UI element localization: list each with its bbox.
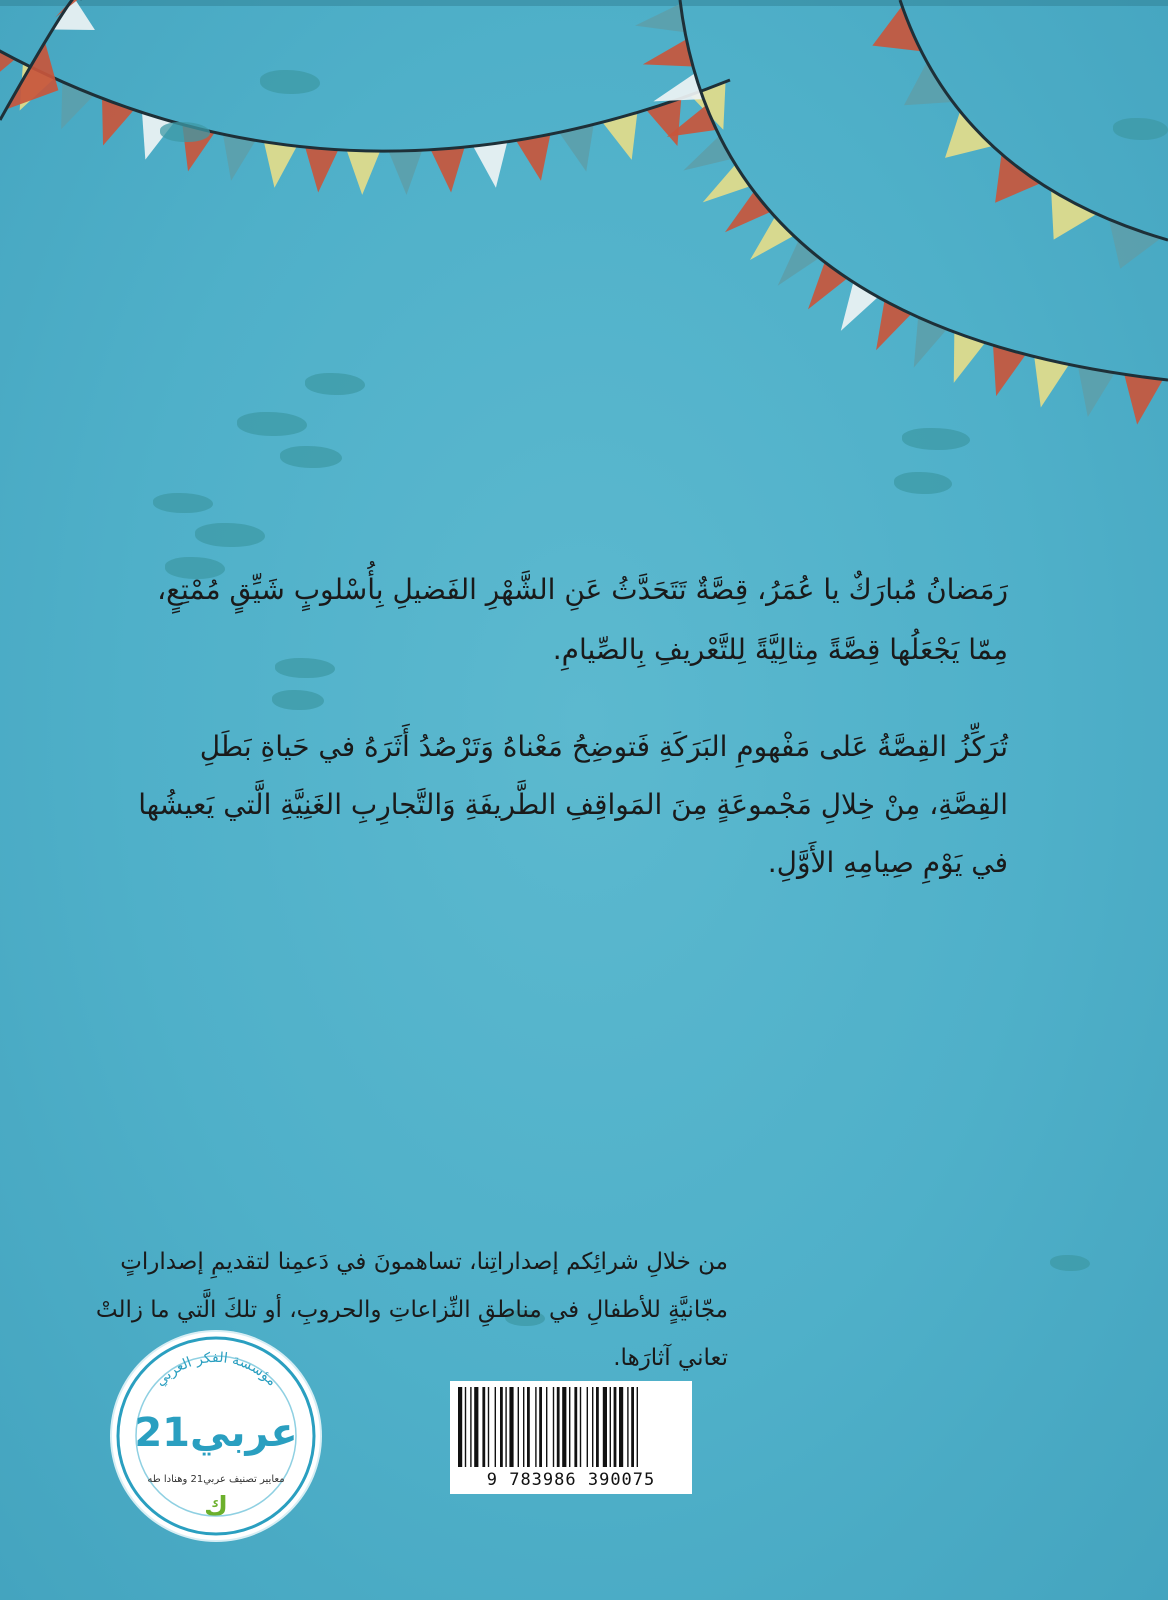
brush-stroke bbox=[1113, 118, 1168, 140]
bunting-flag bbox=[1109, 219, 1161, 268]
bunting-flag bbox=[389, 150, 423, 195]
bunting-flag bbox=[725, 192, 771, 233]
logo-ring-text: مؤسسة الفكر العربي bbox=[152, 1349, 280, 1390]
bunting-flag bbox=[872, 6, 921, 51]
bunting-flag bbox=[643, 39, 693, 66]
brush-stroke bbox=[195, 523, 265, 547]
bunting-flag bbox=[53, 0, 95, 30]
barcode-bar bbox=[458, 1387, 462, 1467]
barcode-bars bbox=[450, 1383, 692, 1471]
bunting-flag bbox=[683, 136, 732, 171]
barcode-bar bbox=[518, 1387, 519, 1467]
barcode-bar bbox=[587, 1387, 588, 1467]
brush-stroke bbox=[260, 70, 320, 94]
bunting-flag bbox=[635, 4, 685, 33]
description-paragraph-1: رَمَضانُ مُبارَكٌ يا عُمَرُ، قِصَّةٌ تَتَحَدَّثُ عَنِ الشَّهْرِ الفَضيلِ بِأُسْلوبٍ شَيِّقٍ مُمْتِعٍ، مِمّا يَجْعَلُها قِصَّةً مِثالِيَّةً لِلتَّعْريفِ بِالصِّيامِ. bbox=[157, 573, 1008, 666]
bunting-flag bbox=[914, 317, 947, 367]
bunting-flag bbox=[1051, 190, 1097, 240]
bunting-flag bbox=[703, 165, 750, 203]
barcode-bar bbox=[535, 1387, 536, 1467]
barcode-bar bbox=[619, 1387, 623, 1467]
brush-stroke bbox=[272, 690, 324, 710]
barcode-bar bbox=[470, 1387, 471, 1467]
barcode-bar bbox=[562, 1387, 566, 1467]
barcode-bar bbox=[523, 1387, 524, 1467]
brush-stroke bbox=[894, 472, 952, 494]
bunting-flag bbox=[945, 111, 993, 158]
barcode-bar bbox=[488, 1387, 489, 1467]
bunting-flag bbox=[750, 217, 794, 260]
barcode-bar bbox=[614, 1387, 617, 1467]
bunting-flag bbox=[1078, 366, 1115, 417]
brush-stroke bbox=[305, 373, 365, 395]
logo-caption: معايير تصنيف عربي21 وهنادا طه bbox=[147, 1474, 285, 1485]
bunting-flag bbox=[516, 134, 550, 181]
barcode-bar bbox=[557, 1387, 560, 1467]
barcode-bar bbox=[527, 1387, 530, 1467]
bunting-flag bbox=[841, 282, 878, 331]
isbn-digits: 9 783986 390075 bbox=[486, 1470, 656, 1490]
barcode-bar bbox=[627, 1387, 628, 1467]
barcode-bar bbox=[631, 1387, 634, 1467]
bunting-flag bbox=[0, 42, 15, 89]
logo-mark: عربي21 bbox=[134, 1410, 298, 1456]
bunting-flag bbox=[473, 142, 507, 188]
barcode-bar bbox=[505, 1387, 506, 1467]
description-paragraph-2: تُرَكِّزُ القِصَّةُ عَلى مَفْهومِ البَرَكَةِ فَتوضِحُ مَعْناهُ وَتَرْصُدُ أَثَرَهُ في حَياةِ بَطَلِ القِصَّةِ، مِنْ خِلالِ مَجْموعَةٍ مِنَ المَواقِفِ الطَّريفَةِ وَالتَّجارِبِ الغَنِيَّةِ الَّتي يَعيشُها في يَوْمِ صِيامِهِ الأَوَّلِ. bbox=[138, 730, 1008, 879]
barcode-bar bbox=[509, 1387, 513, 1467]
bunting-flag bbox=[1124, 374, 1163, 424]
barcode-bar bbox=[553, 1387, 554, 1467]
bunting-flag bbox=[305, 147, 338, 192]
barcode-bar bbox=[574, 1387, 577, 1467]
publisher-logo bbox=[112, 1332, 320, 1540]
barcode-bar bbox=[603, 1387, 607, 1467]
svg-text:مؤسسة الفكر العربي bbox=[152, 1350, 279, 1389]
barcode-bar bbox=[495, 1387, 496, 1467]
bunting-flag bbox=[431, 147, 465, 192]
barcode-bar bbox=[482, 1387, 485, 1467]
barcode-bar bbox=[596, 1387, 599, 1467]
barcode-bar bbox=[465, 1387, 466, 1467]
bunting-flag bbox=[6, 42, 58, 110]
brush-stroke bbox=[1050, 1255, 1090, 1271]
bunting-flag bbox=[778, 240, 820, 286]
bunting-flag bbox=[264, 142, 297, 188]
bunting-flag bbox=[876, 301, 911, 351]
brush-stroke bbox=[280, 446, 342, 468]
barcode-bar bbox=[474, 1387, 478, 1467]
bunting-flag bbox=[904, 62, 953, 105]
barcode-bar bbox=[569, 1387, 570, 1467]
support-note: من خلالِ شرائِكم إصداراتِنا، تساهمونَ في دَعمِنا لتقديمِ إصداراتٍ مجّانيَّةٍ للأطفالِ في مناطقِ النِّزاعاتِ والحروبِ، أو تلكَ الَّتي ما زالتْ تعاني آثارَها. bbox=[95, 1249, 728, 1371]
barcode-bar bbox=[500, 1387, 503, 1467]
barcode-bar bbox=[637, 1387, 638, 1467]
bunting-flag bbox=[808, 262, 847, 309]
barcode-bar bbox=[539, 1387, 542, 1467]
brush-stroke bbox=[153, 493, 213, 513]
bunting-flag bbox=[347, 150, 380, 195]
brush-stroke bbox=[160, 122, 210, 142]
logo-letter: ك bbox=[204, 1492, 228, 1522]
brush-stroke bbox=[237, 412, 307, 436]
brush-stroke bbox=[902, 428, 970, 450]
bunting-flag bbox=[223, 134, 256, 181]
barcode-bar bbox=[610, 1387, 611, 1467]
bunting-decoration bbox=[0, 0, 1168, 460]
barcode-bar bbox=[592, 1387, 593, 1467]
barcode-bar bbox=[546, 1387, 547, 1467]
isbn-barcode bbox=[450, 1381, 692, 1494]
barcode-bar bbox=[580, 1387, 581, 1467]
